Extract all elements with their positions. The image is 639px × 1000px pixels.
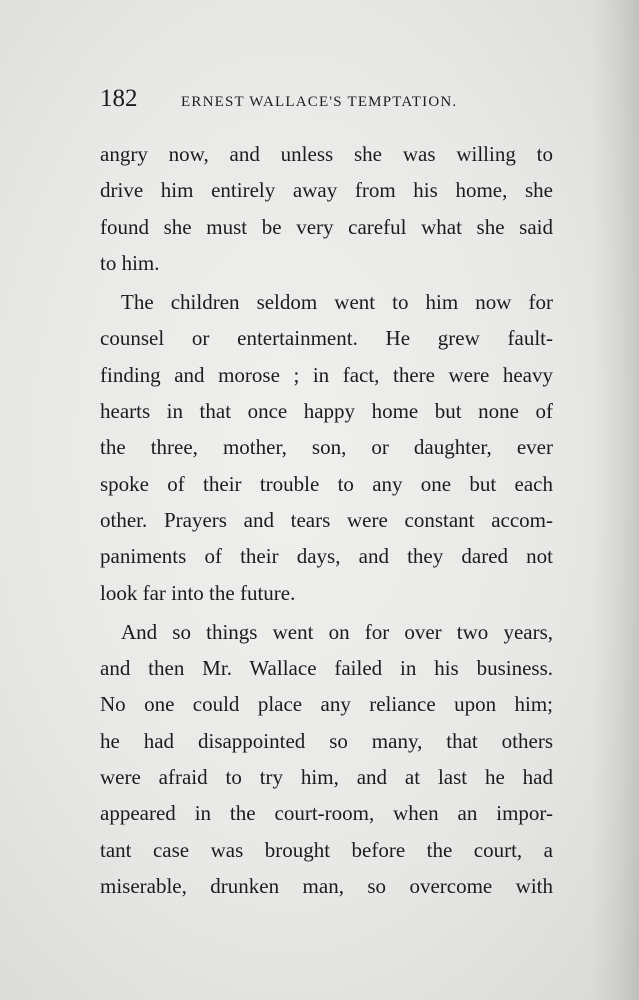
- text-line: found she must be very careful what she said: [100, 214, 553, 239]
- text-line: hearts in that once happy home but none of: [100, 399, 553, 424]
- text-line: angry now, and unless she was willing to: [100, 142, 553, 166]
- running-title: ERNEST WALLACE'S TEMPTATION.: [181, 94, 458, 110]
- paragraph: [100, 136, 553, 281]
- text-line: drive him entirely away from his home, she: [100, 178, 553, 203]
- text-line: spoke of their trouble to any one but each: [100, 471, 553, 496]
- text-line: And so things went on for over two years,: [121, 619, 553, 644]
- page-edge-shadow: [591, 0, 639, 1000]
- text-line: he had disappointed so many, that others: [100, 728, 553, 753]
- text-line: counsel or entertainment. He grew fault-: [100, 326, 553, 351]
- text-line: look far into the future.: [100, 580, 296, 605]
- text-line: The children seldom went to him now for: [121, 290, 553, 315]
- text-line: to him.: [100, 250, 160, 275]
- running-head: [100, 84, 560, 120]
- text-line: the three, mother, son, or daughter, ever: [100, 435, 553, 460]
- text-line: appeared in the court-room, when an impor-: [100, 801, 553, 826]
- paragraph: [100, 284, 553, 611]
- page-number: 182: [100, 85, 138, 112]
- text-line: and then Mr. Wallace failed in his business.: [100, 656, 553, 681]
- text-line: finding and morose ; in fact, there were heavy: [100, 362, 553, 387]
- body-text: [100, 136, 553, 904]
- text-line: tant case was brought before the court, a: [100, 837, 553, 862]
- text-line: miserable, drunken man, so overcome with: [100, 873, 553, 898]
- text-line: other. Prayers and tears were constant accom-: [100, 507, 553, 532]
- paragraph: [100, 614, 553, 904]
- text-line: were afraid to try him, and at last he had: [100, 765, 553, 790]
- text-line: paniments of their days, and they dared not: [100, 544, 553, 569]
- text-line: No one could place any reliance upon him;: [100, 692, 553, 717]
